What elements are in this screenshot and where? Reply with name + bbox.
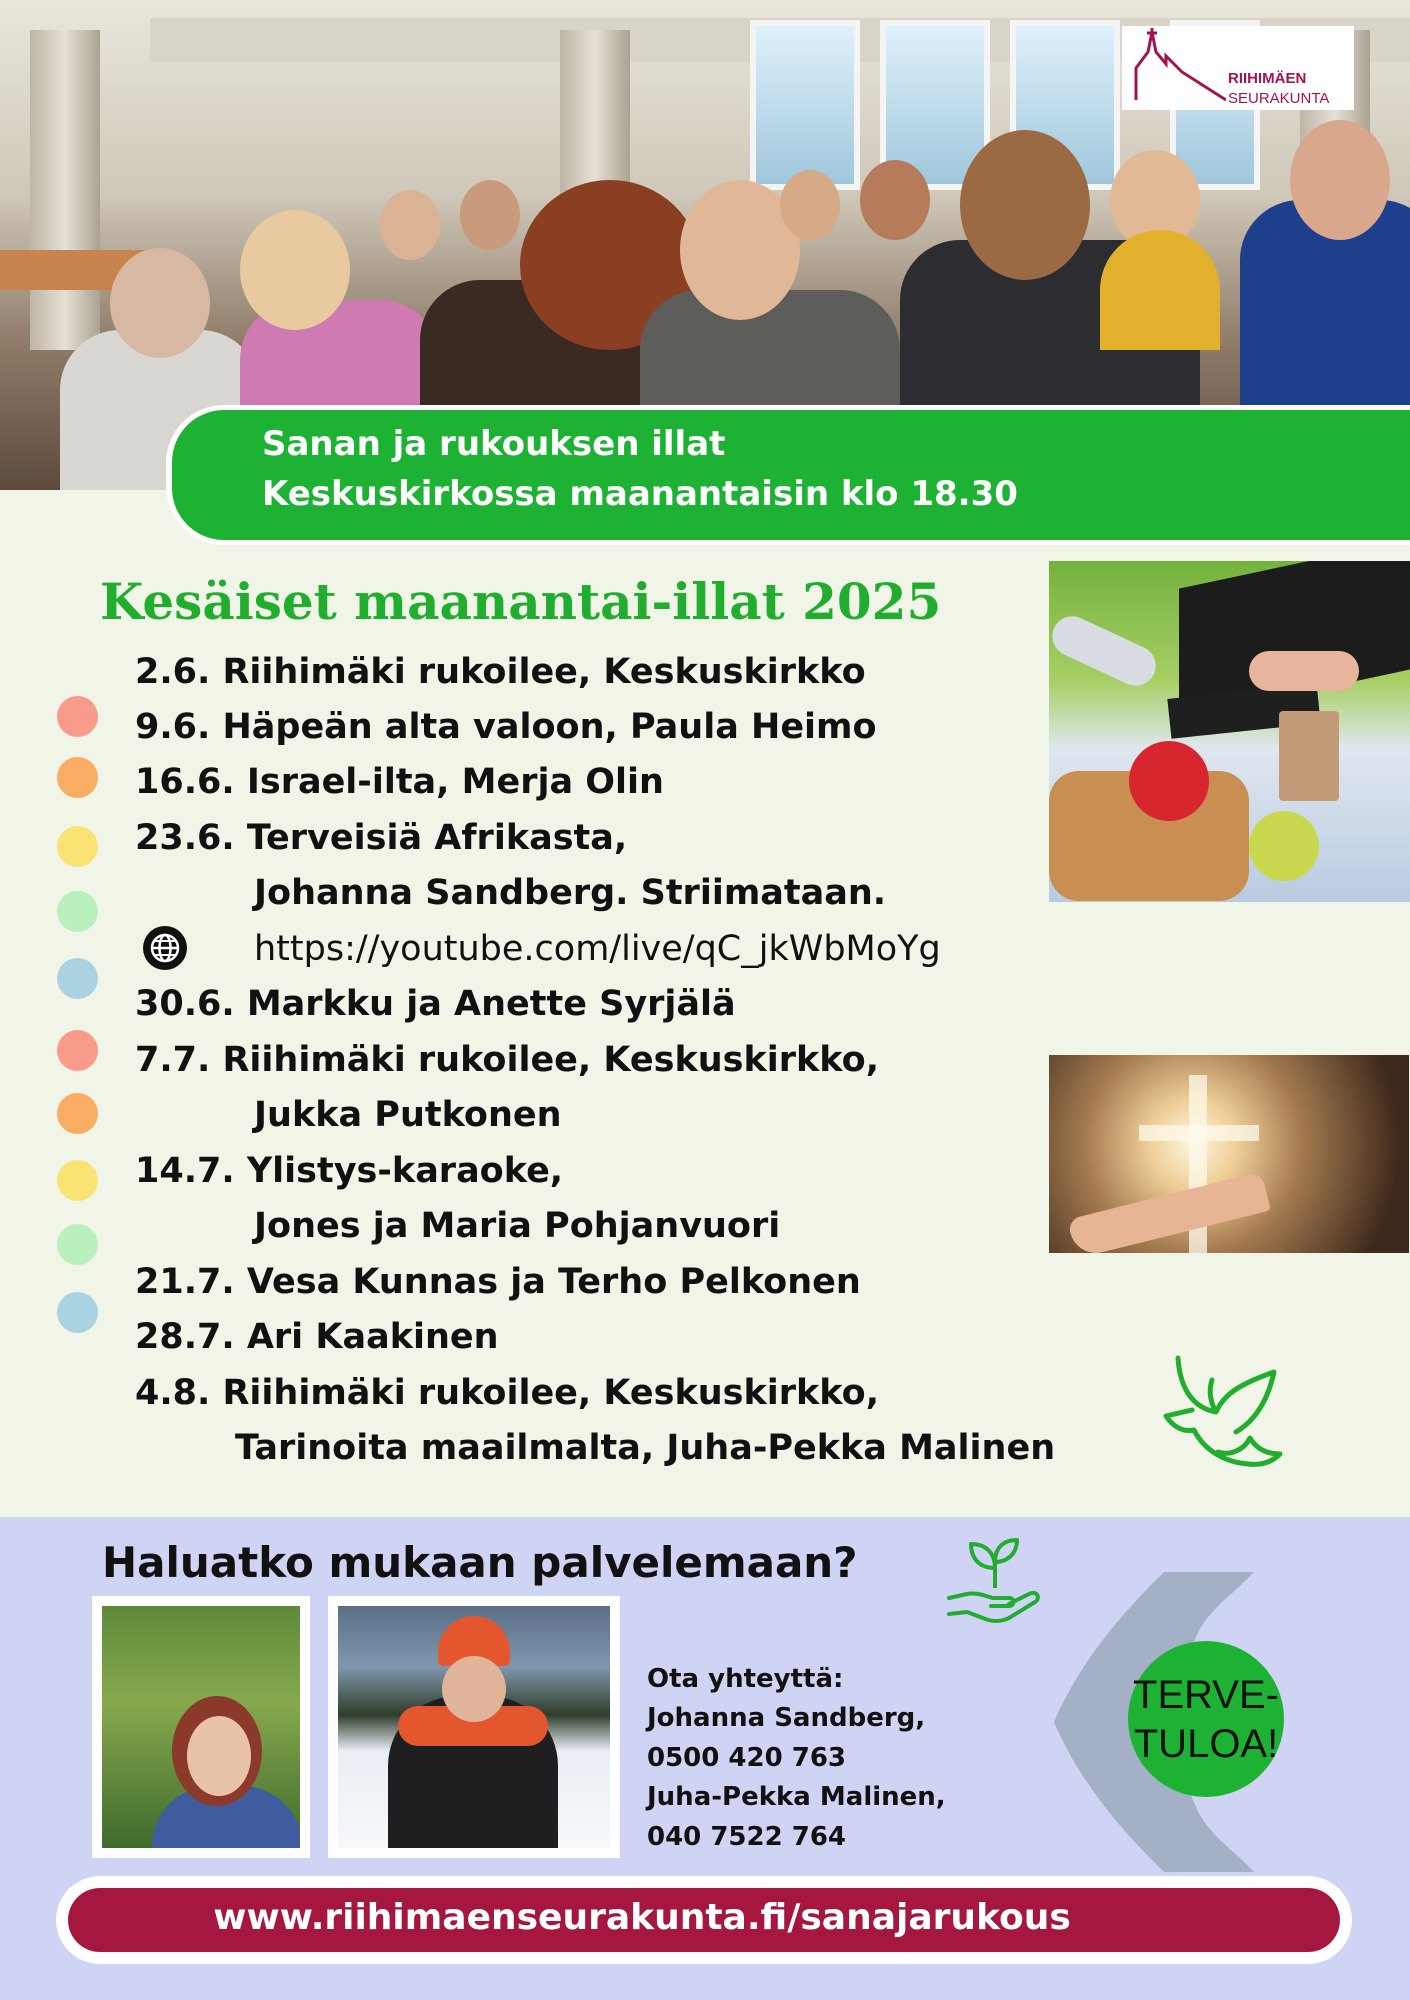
- logo-title: RIIHIMÄEN: [1228, 70, 1307, 87]
- schedule-line-15: Tarinoita maailmalta, Juha-Pekka Malinen: [235, 1428, 1056, 1468]
- schedule-line-9: Jukka Putkonen: [254, 1095, 562, 1135]
- banner-line-2: Keskuskirkossa maanantaisin klo 18.30: [262, 474, 1018, 514]
- schedule-line-7: 30.6. Markku ja Anette Syrjälä: [135, 984, 736, 1024]
- picnic-photo: [1049, 561, 1410, 902]
- contact-name-2: Juha-Pekka Malinen,: [647, 1782, 946, 1812]
- cross-light-photo: [1049, 1055, 1409, 1253]
- dot-3: [57, 826, 98, 867]
- dot-2: [57, 757, 98, 798]
- logo-subtitle: SEURAKUNTA: [1228, 90, 1330, 107]
- dove-icon: [1160, 1350, 1290, 1480]
- church-icon: [1126, 28, 1226, 108]
- schedule-line-11: Jones ja Maria Pohjanvuori: [254, 1206, 781, 1246]
- welcome-line-2: TULOA!: [1133, 1722, 1279, 1766]
- welcome-badge: [1128, 1641, 1284, 1797]
- banner-line-1: Sanan ja rukouksen illat: [262, 424, 726, 464]
- dot-7: [57, 1093, 98, 1134]
- dot-5: [57, 958, 98, 999]
- dot-1: [57, 696, 98, 737]
- contact-heading: Ota yhteyttä:: [647, 1664, 844, 1694]
- contact-name-1: Johanna Sandberg,: [647, 1703, 926, 1733]
- dot-8: [57, 1160, 98, 1201]
- schedule-line-12: 21.7. Vesa Kunnas ja Terho Pelkonen: [135, 1262, 861, 1302]
- dot-10: [57, 1292, 98, 1333]
- stream-link[interactable]: https://youtube.com/live/qC_jkWbMoYg: [254, 929, 941, 969]
- schedule-line-10: 14.7. Ylistys-karaoke,: [135, 1151, 564, 1191]
- website-link[interactable]: www.riihimaenseurakunta.fi/sanajarukous: [213, 1897, 1071, 1938]
- welcome-line-1: TERVE-: [1133, 1673, 1279, 1717]
- parish-logo: [1122, 26, 1354, 110]
- dot-4: [57, 891, 98, 932]
- contact-phone-2: 040 7522 764: [647, 1822, 847, 1852]
- contact-phone-1: 0500 420 763: [647, 1743, 847, 1773]
- dot-9: [57, 1224, 98, 1265]
- schedule-line-4: 23.6. Terveisiä Afrikasta,: [135, 818, 628, 858]
- schedule-line-1: 2.6. Riihimäki rukoilee, Keskuskirkko: [135, 652, 866, 692]
- schedule-line-2: 9.6. Häpeän alta valoon, Paula Heimo: [135, 707, 877, 747]
- plant-hand-icon: [945, 1528, 1045, 1628]
- globe-icon: [142, 925, 188, 971]
- schedule-line-14: 4.8. Riihimäki rukoilee, Keskuskirkko,: [135, 1373, 879, 1413]
- schedule-line-5: Johanna Sandberg. Striimataan.: [254, 873, 887, 913]
- schedule-line-8: 7.7. Riihimäki rukoilee, Keskuskirkko,: [135, 1040, 879, 1080]
- volunteer-title: Haluatko mukaan palvelemaan?: [102, 1538, 858, 1587]
- contact-photo-johanna: [92, 1596, 310, 1858]
- schedule-line-3: 16.6. Israel-ilta, Merja Olin: [135, 762, 664, 802]
- schedule-line-13: 28.7. Ari Kaakinen: [135, 1317, 499, 1357]
- contact-photo-juha-pekka: [328, 1596, 620, 1858]
- dot-6: [57, 1030, 98, 1071]
- page-title: Kesäiset maanantai-illat 2025: [100, 572, 942, 631]
